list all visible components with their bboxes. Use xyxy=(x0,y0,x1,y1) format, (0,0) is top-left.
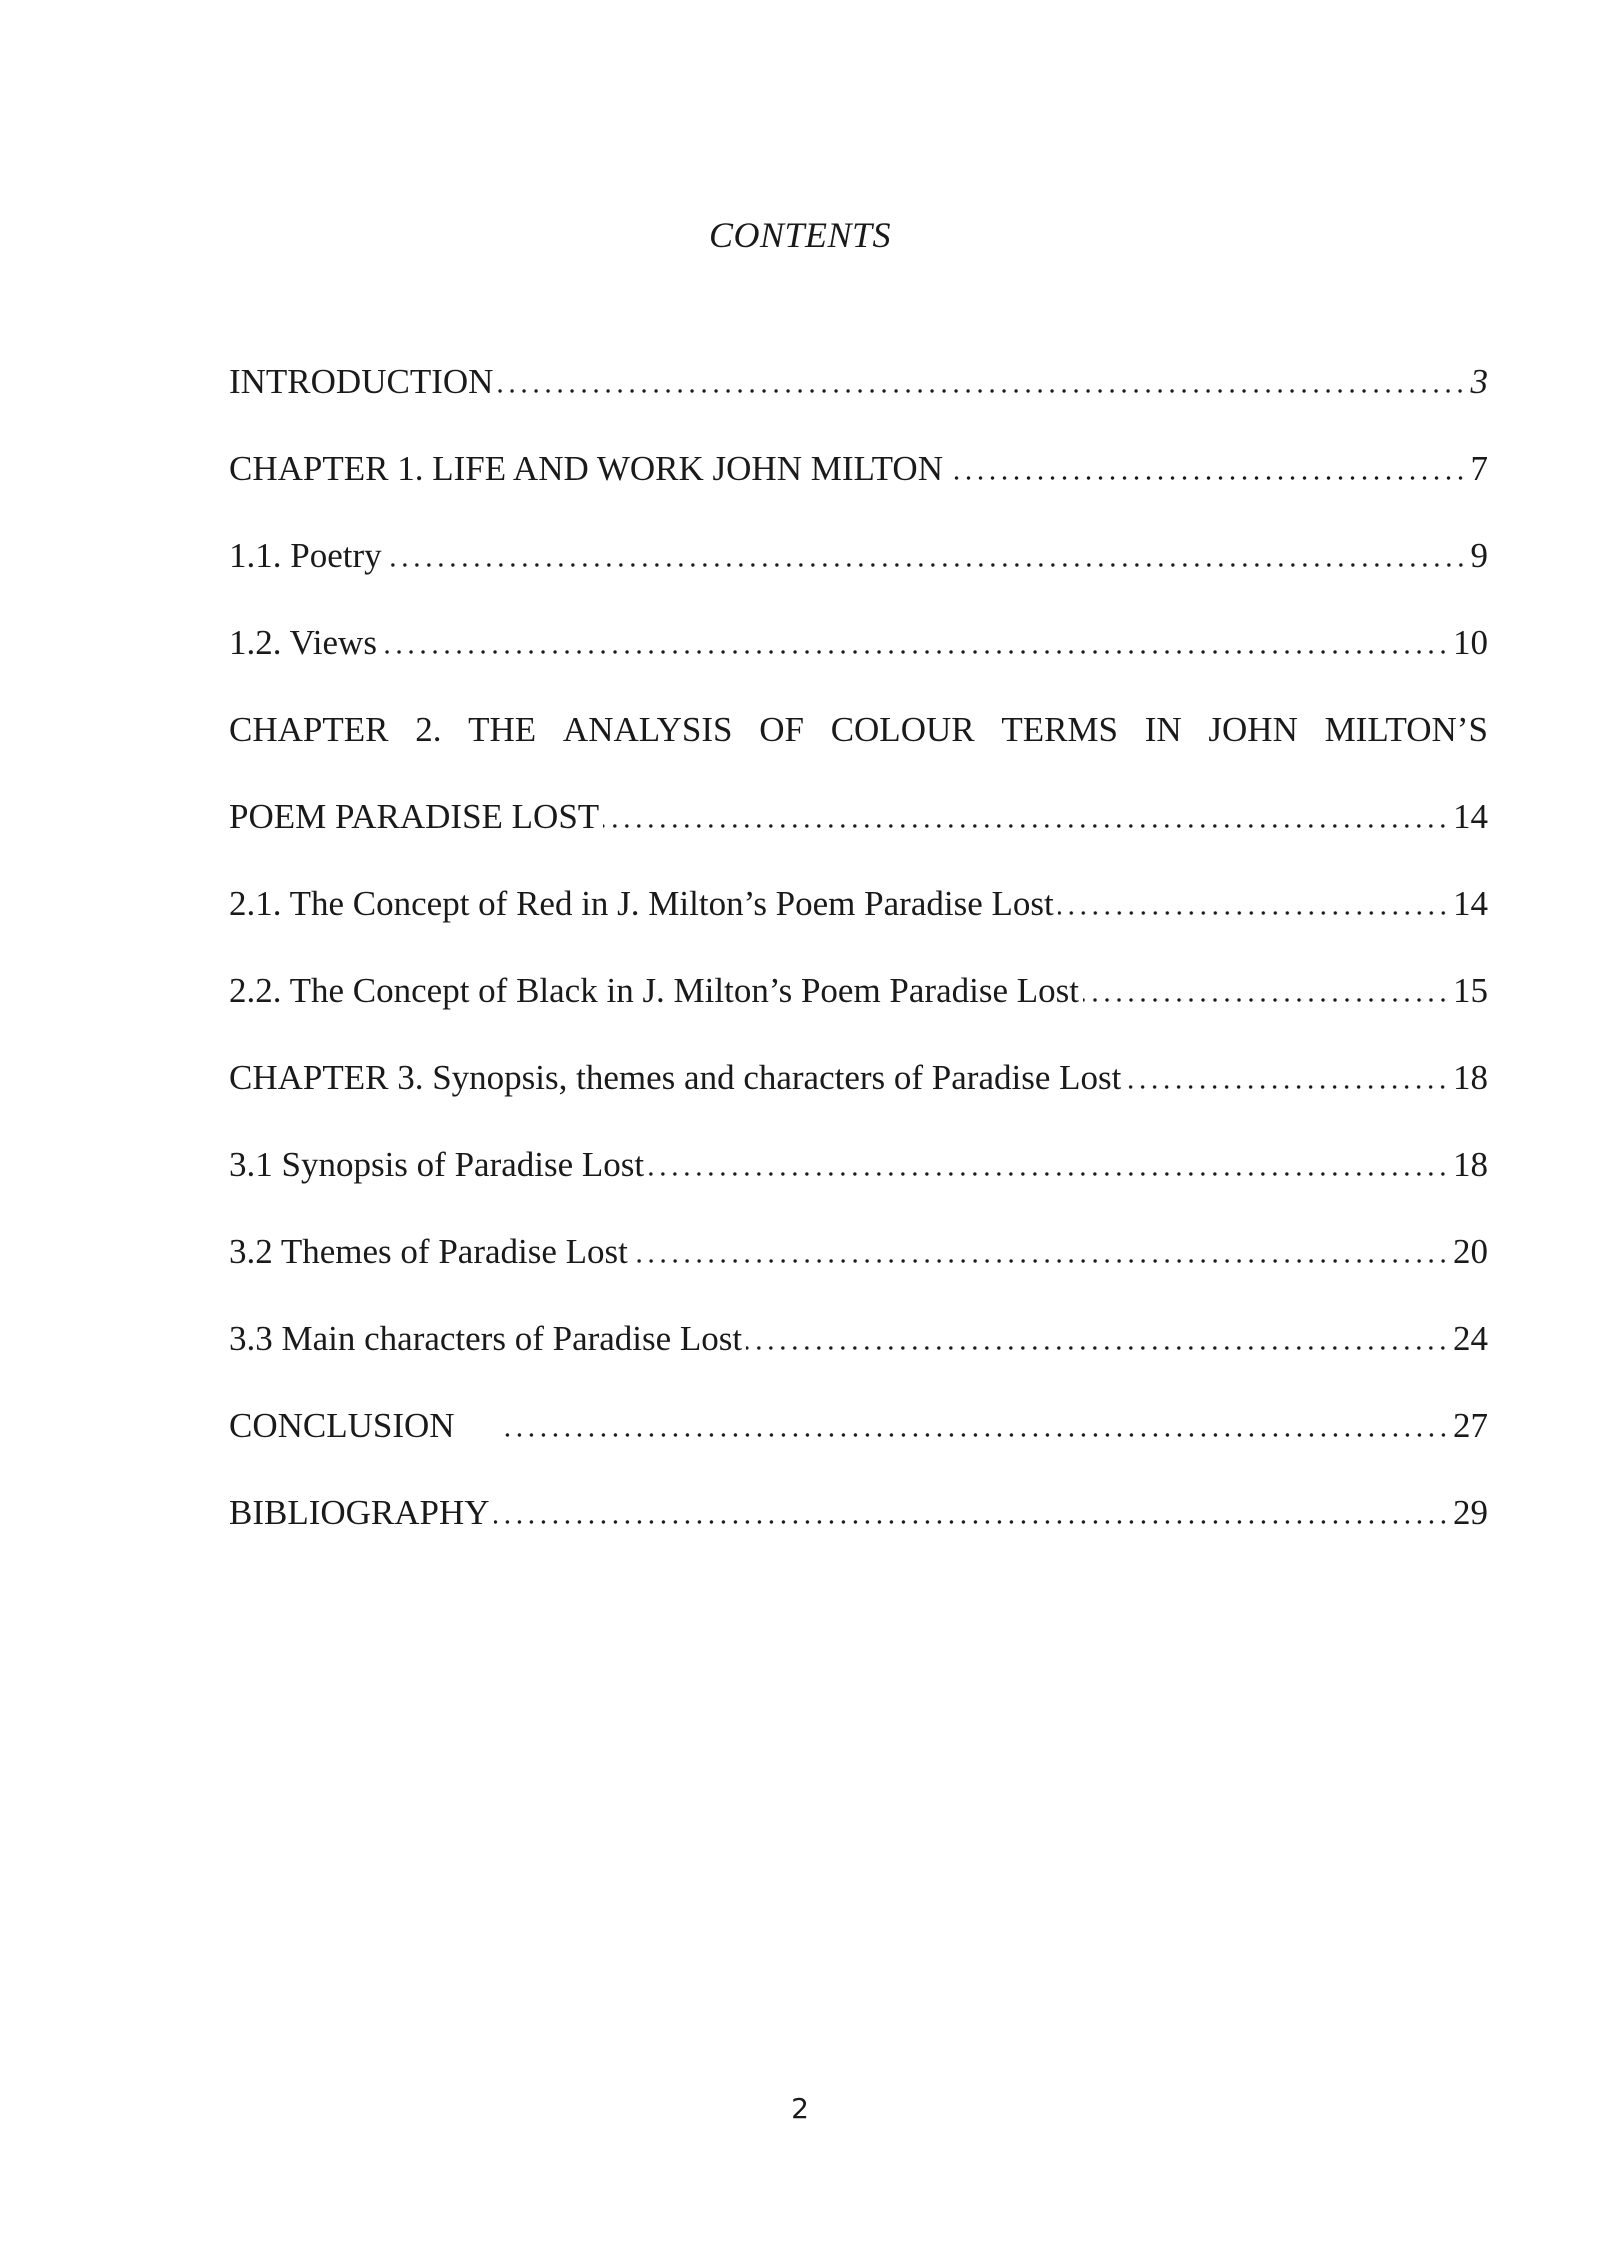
toc-entry-page: 20 xyxy=(1453,1231,1488,1271)
toc-entry-title: INTRODUCTION xyxy=(229,361,494,401)
toc-entry-chapter-2-line-2 xyxy=(229,773,1488,860)
toc-title-word: OF xyxy=(759,709,804,749)
dot-leader xyxy=(632,1259,1449,1263)
toc-entry-page: 27 xyxy=(1453,1405,1488,1445)
toc-title-word: MILTON’S xyxy=(1324,709,1488,749)
toc-entry-title: CONCLUSION xyxy=(229,1405,455,1445)
dot-leader xyxy=(381,650,1449,654)
dot-leader xyxy=(497,389,1466,393)
toc-entry-page: 14 xyxy=(1453,883,1488,923)
dot-leader xyxy=(499,1433,1449,1437)
toc-entry-title: CHAPTER 3. Synopsis, themes and characters of Paradise Lost xyxy=(229,1057,1122,1097)
dot-leader xyxy=(386,563,1467,567)
toc-entry-2-1-red xyxy=(229,860,1488,947)
dot-leader xyxy=(603,824,1449,828)
toc-entry-bibliography xyxy=(229,1469,1488,1556)
page-number: 2 xyxy=(791,2092,809,2125)
dot-leader xyxy=(746,1346,1449,1350)
toc-entry-2-2-black xyxy=(229,947,1488,1034)
toc-entry-chapter-3 xyxy=(229,1034,1488,1121)
toc-entry-page: 10 xyxy=(1453,622,1488,662)
dot-leader xyxy=(1058,911,1449,915)
toc-entry-page: 9 xyxy=(1470,535,1488,575)
dot-leader xyxy=(1125,1085,1449,1089)
toc-title-word: IN xyxy=(1144,709,1182,749)
toc-title-word: TERMS xyxy=(1001,709,1119,749)
toc-entry-page: 3 xyxy=(1470,361,1488,401)
toc-entry-page: 15 xyxy=(1453,970,1488,1010)
toc-entry-page: 7 xyxy=(1470,448,1488,488)
toc-entry-title: 1.1. Poetry xyxy=(229,535,382,575)
toc-title-word: JOHN xyxy=(1208,709,1298,749)
toc-entry-title: 3.1 Synopsis of Paradise Lost xyxy=(229,1144,645,1184)
toc-entry-page: 14 xyxy=(1453,796,1488,836)
toc-title-word: ANALYSIS xyxy=(562,709,733,749)
dot-leader xyxy=(947,476,1467,480)
toc-entry-3-1-synopsis xyxy=(229,1121,1488,1208)
toc-entry-page: 24 xyxy=(1453,1318,1488,1358)
toc-entry-introduction xyxy=(229,338,1488,425)
dot-leader xyxy=(494,1520,1449,1524)
toc-entry-page: 18 xyxy=(1453,1144,1488,1184)
toc-entry-title: POEM PARADISE LOST xyxy=(229,796,600,836)
toc-entry-3-2-themes xyxy=(229,1208,1488,1295)
toc-entry-chapter-1 xyxy=(229,425,1488,512)
toc-entry-1-1-poetry xyxy=(229,512,1488,599)
toc-entry-3-3-characters xyxy=(229,1295,1488,1382)
table-of-contents xyxy=(229,338,1488,1556)
toc-title-word: THE xyxy=(468,709,537,749)
toc-entry-title: CHAPTER 1. LIFE AND WORK JOHN MILTON xyxy=(229,448,943,488)
toc-entry-chapter-2-line-1 xyxy=(229,686,1488,773)
toc-entry-title: 2.2. The Concept of Black in J. Milton’s Poem Paradise Lost xyxy=(229,970,1079,1010)
toc-entry-title: 2.1. The Concept of Red in J. Milton’s Poem Paradise Lost xyxy=(229,883,1054,923)
toc-title-word: COLOUR xyxy=(830,709,975,749)
contents-heading: CONTENTS xyxy=(708,215,892,255)
toc-entry-title: 3.3 Main characters of Paradise Lost xyxy=(229,1318,743,1358)
toc-entry-title: 3.2 Themes of Paradise Lost xyxy=(229,1231,628,1271)
dot-leader xyxy=(648,1172,1449,1176)
toc-entry-page: 29 xyxy=(1453,1492,1488,1532)
toc-entry-conclusion xyxy=(229,1382,1488,1469)
toc-entry-1-2-views xyxy=(229,599,1488,686)
toc-entry-title: BIBLIOGRAPHY xyxy=(229,1492,490,1532)
toc-title-word: 2. xyxy=(415,709,442,749)
toc-title-word: CHAPTER xyxy=(229,709,389,749)
toc-entry-page: 18 xyxy=(1453,1057,1488,1097)
dot-leader xyxy=(1083,998,1449,1002)
toc-entry-title: 1.2. Views xyxy=(229,622,377,662)
